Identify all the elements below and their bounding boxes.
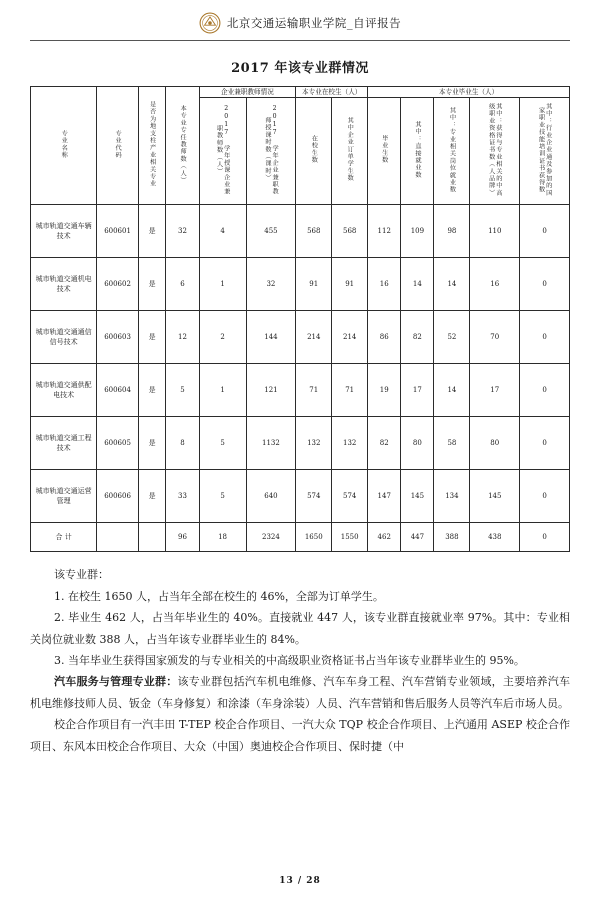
cell-major-code: 600602	[97, 258, 138, 311]
cell-parttime-hours: 1132	[246, 417, 296, 470]
cell-major-code: 600601	[97, 205, 138, 258]
cell-parttime-teachers: 5	[199, 470, 246, 523]
page-number: 13 / 28	[279, 876, 321, 886]
cell-major-code: 600605	[97, 417, 138, 470]
table-row	[31, 417, 570, 470]
cell-grad-direct-employed: 14	[401, 258, 434, 311]
cell-grad-industry-cert: 0	[520, 364, 570, 417]
cell-pillar: 是	[138, 311, 166, 364]
cell-enrolled-order: 214	[332, 311, 368, 364]
document-header	[30, 0, 570, 38]
section-paragraph-1: 该专业群包括汽车机电维修、汽车车身工程、汽车营销专业领域，主要培养汽车机电维修技师人员、钣金（车身修复）和涂漆（车身涂装）人员、汽车营销和售后服务人员等汽车后市场人员。	[30, 675, 571, 710]
cell-total-grad-related-post: 388	[434, 523, 470, 552]
cell-grad-related-post: 134	[434, 470, 470, 523]
cell-grad-related-post: 98	[434, 205, 470, 258]
cell-enrolled-order: 71	[332, 364, 368, 417]
cell-major-name: 城市轨道交通通信信号技术	[31, 311, 97, 364]
cell-enrolled-total: 91	[296, 258, 332, 311]
cell-total-pillar	[138, 523, 166, 552]
cell-enrolled-total: 71	[296, 364, 332, 417]
cell-fulltime-teachers: 6	[166, 258, 199, 311]
cell-grad-direct-employed: 17	[401, 364, 434, 417]
cell-grad-certificate: 17	[470, 364, 520, 417]
cell-enrolled-total: 574	[296, 470, 332, 523]
major-group-table	[30, 86, 570, 552]
cell-grad-certificate: 80	[470, 417, 520, 470]
cell-fulltime-teachers: 33	[166, 470, 199, 523]
cell-parttime-hours: 640	[246, 470, 296, 523]
cell-total-grad-certificate: 438	[470, 523, 520, 552]
cell-parttime-teachers: 4	[199, 205, 246, 258]
cell-total-grad-direct-employed: 447	[401, 523, 434, 552]
header-grad-certificate: 其中：获得与专业相关的中高级职业资格证书数（人品牌）	[470, 98, 520, 205]
table-title: 2017 年该专业群情况	[231, 61, 369, 76]
table-body	[31, 205, 570, 552]
cell-pillar: 是	[138, 417, 166, 470]
cell-grad-total: 147	[368, 470, 401, 523]
header-pillar-industry: 是否为地支柱产业相关专业	[138, 87, 166, 205]
cell-enrolled-order: 568	[332, 205, 368, 258]
cell-enrolled-total: 214	[296, 311, 332, 364]
table-row	[31, 205, 570, 258]
cell-total-grad-industry-cert: 0	[520, 523, 570, 552]
header-major-code: 专业代码	[97, 87, 138, 205]
cell-major-code: 600606	[97, 470, 138, 523]
paragraph-item-1: 1. 在校生 1650 人，占当年全部在校生的 46%，全部为订单学生。	[54, 589, 384, 603]
cell-grad-total: 112	[368, 205, 401, 258]
cell-total-enrolled-order: 1550	[332, 523, 368, 552]
cell-enrolled-order: 574	[332, 470, 368, 523]
cell-pillar: 是	[138, 470, 166, 523]
cell-fulltime-teachers: 5	[166, 364, 199, 417]
cell-grad-total: 19	[368, 364, 401, 417]
cell-grad-certificate: 16	[470, 258, 520, 311]
table-row	[31, 470, 570, 523]
header-parttime-teachers: 2017 学年授课企业兼职教师数（人）	[199, 98, 246, 205]
header-fulltime-teachers: 本专业专任教师数（人）	[166, 87, 199, 205]
cell-parttime-teachers: 2	[199, 311, 246, 364]
cell-grad-certificate: 145	[470, 470, 520, 523]
cell-grad-certificate: 110	[470, 205, 520, 258]
cell-grad-industry-cert: 0	[520, 470, 570, 523]
cell-pillar: 是	[138, 205, 166, 258]
cell-fulltime-teachers: 12	[166, 311, 199, 364]
paragraph-intro: 该专业群：	[54, 568, 109, 582]
cell-grad-direct-employed: 82	[401, 311, 434, 364]
school-emblem-icon	[199, 12, 221, 34]
cell-major-name: 城市轨道交通供配电技术	[31, 364, 97, 417]
cell-enrolled-order: 132	[332, 417, 368, 470]
header-major-name: 专业名称	[31, 87, 97, 205]
cell-parttime-hours: 121	[246, 364, 296, 417]
table-total-row	[31, 523, 570, 552]
cell-pillar: 是	[138, 258, 166, 311]
header-group-enrolled: 本专业在校生（人）	[296, 87, 368, 98]
cell-major-name: 城市轨道交通运营管理	[31, 470, 97, 523]
table-group-header-row	[31, 87, 570, 98]
cell-grad-direct-employed: 80	[401, 417, 434, 470]
cell-grad-total: 86	[368, 311, 401, 364]
cell-pillar: 是	[138, 364, 166, 417]
cell-parttime-teachers: 5	[199, 417, 246, 470]
cell-major-code: 600604	[97, 364, 138, 417]
cell-grad-related-post: 58	[434, 417, 470, 470]
page-footer	[0, 876, 600, 886]
header-divider	[30, 40, 570, 41]
cell-total-parttime-hours: 2324	[246, 523, 296, 552]
table-row	[31, 364, 570, 417]
table-row	[31, 258, 570, 311]
cell-parttime-hours: 32	[246, 258, 296, 311]
cell-grad-total: 82	[368, 417, 401, 470]
cell-total-parttime-teachers: 18	[199, 523, 246, 552]
header-group-graduates: 本专业毕业生（人）	[368, 87, 570, 98]
cell-grad-related-post: 14	[434, 364, 470, 417]
cell-fulltime-teachers: 32	[166, 205, 199, 258]
cell-grad-industry-cert: 0	[520, 417, 570, 470]
table-row	[31, 311, 570, 364]
paragraph-item-3: 3. 当年毕业生获得国家颁发的与专业相关的中高级职业资格证书占当年该专业群毕业生的 95%。	[54, 653, 525, 667]
cell-grad-related-post: 52	[434, 311, 470, 364]
cell-total-fulltime-teachers: 96	[166, 523, 199, 552]
cell-grad-industry-cert: 0	[520, 258, 570, 311]
header-grad-total: 毕业生数	[368, 98, 401, 205]
cell-total-grad-total: 462	[368, 523, 401, 552]
header-enrolled-total: 在校生数	[296, 98, 332, 205]
section-heading: 汽车服务与管理专业群：	[54, 675, 178, 689]
cell-grad-industry-cert: 0	[520, 311, 570, 364]
cell-major-code: 600603	[97, 311, 138, 364]
header-title: 北京交通运输职业学院_自评报告	[226, 16, 402, 30]
section-auto-service	[30, 671, 570, 714]
paragraph-item-2: 2. 毕业生 462 人，占当年毕业生的 40%。直接就业 447 人，该专业群直接就业率 97%。其中：专业相关岗位就业数 388 人，占当年该专业群毕业生的 84%。	[30, 611, 570, 646]
cell-enrolled-total: 568	[296, 205, 332, 258]
cell-enrolled-order: 91	[332, 258, 368, 311]
cell-grad-industry-cert: 0	[520, 205, 570, 258]
cell-total-enrolled-total: 1650	[296, 523, 332, 552]
cell-grad-direct-employed: 145	[401, 470, 434, 523]
cell-grad-related-post: 14	[434, 258, 470, 311]
header-group-enterprise-teachers: 企业兼职教师情况	[199, 87, 296, 98]
section-paragraph-2: 校企合作项目有一汽丰田 T-TEP 校企合作项目、一汽大众 TQP 校企合作项目、上汽通用 ASEP 校企合作项目、东风本田校企合作项目、大众（中国）奥迪校企合作项目、保时捷（中	[30, 718, 570, 753]
cell-grad-direct-employed: 109	[401, 205, 434, 258]
body-text	[30, 564, 570, 757]
cell-parttime-hours: 144	[246, 311, 296, 364]
header-grad-direct-employed: 其中：直接就业数	[401, 98, 434, 205]
header-grad-related-post: 其中：专业相关岗位就业数	[434, 98, 470, 205]
cell-major-name: 城市轨道交通机电技术	[31, 258, 97, 311]
cell-enrolled-total: 132	[296, 417, 332, 470]
cell-fulltime-teachers: 8	[166, 417, 199, 470]
header-parttime-hours: 2017 学年企业兼职教师授课时数（课时）	[246, 98, 296, 205]
cell-grad-certificate: 70	[470, 311, 520, 364]
header-grad-industry-cert: 其中：行业企业通及参加的国家职业技能培训证书获得数	[520, 98, 570, 205]
cell-parttime-teachers: 1	[199, 364, 246, 417]
cell-total-label: 合 计	[31, 523, 97, 552]
cell-parttime-hours: 455	[246, 205, 296, 258]
cell-major-name: 城市轨道交通车辆技术	[31, 205, 97, 258]
header-enrolled-order: 其中企业订单学生数	[332, 98, 368, 205]
cell-total-code	[97, 523, 138, 552]
cell-grad-total: 16	[368, 258, 401, 311]
cell-parttime-teachers: 1	[199, 258, 246, 311]
cell-major-name: 城市轨道交通工程技术	[31, 417, 97, 470]
